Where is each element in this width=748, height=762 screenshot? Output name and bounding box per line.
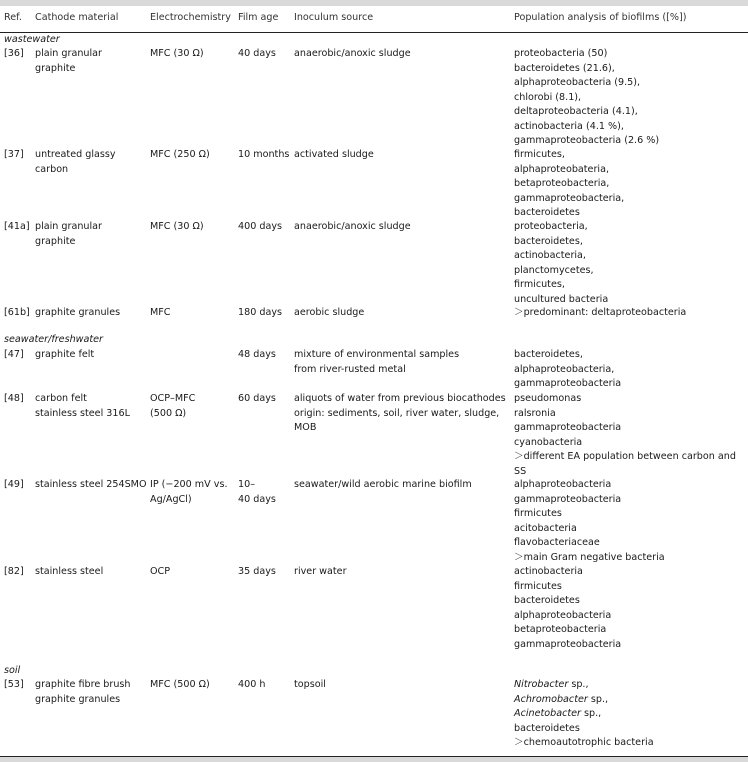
cell-population: firmicutes, — [514, 149, 565, 160]
cell-electrochemistry: MFC (250 Ω) — [150, 149, 210, 160]
cell-population: alphaproteobacteria — [514, 479, 612, 490]
top-band — [0, 0, 748, 6]
cell-population: gammaproteobacteria (2.6 %) — [514, 135, 660, 146]
cell-population: betaproteobacteria, — [514, 178, 610, 189]
cell-population: firmicutes — [514, 508, 562, 519]
cell-cathode: stainless steel 316L — [35, 407, 130, 419]
cell-cathode: plain granular — [35, 221, 102, 232]
cell-cathode: graphite fibre brush — [35, 679, 131, 690]
cell-population: planctomycetes, — [514, 264, 594, 276]
header-electrochemistry: Electrochemistry — [150, 12, 231, 23]
cell-population: bacteroidetes, — [514, 235, 583, 247]
cell-population: proteobacteria (50) — [514, 48, 608, 59]
cell-electrochemistry: MFC — [150, 307, 171, 318]
cell-inoculum: seawater/wild aerobic marine biofilm — [294, 479, 472, 490]
cell-electrochemistry: MFC (500 Ω) — [150, 679, 210, 690]
cell-inoculum: MOB — [294, 422, 317, 433]
header-ref: Ref. — [4, 12, 22, 23]
cell-film-age: 40 days — [238, 493, 276, 505]
cell-film-age: 180 days — [238, 307, 283, 318]
cell-cathode: plain granular — [35, 48, 102, 59]
cell-cathode: graphite felt — [35, 349, 95, 360]
cell-film-age: 35 days — [238, 566, 276, 577]
header-inoculum: Inoculum source — [294, 12, 374, 23]
cell-ref: [61b] — [4, 307, 30, 318]
cell-electrochemistry: Ag/AgCl) — [150, 493, 192, 505]
cell-population: chlorobi (8.1), — [514, 91, 582, 103]
cell-film-age: 10 months — [238, 149, 290, 160]
cell-population: gammaproteobacteria, — [514, 192, 625, 204]
cell-film-age: 60 days — [238, 393, 276, 404]
cell-population: actinobacteria — [514, 566, 583, 577]
cell-population: actinobacteria, — [514, 250, 586, 261]
cell-inoculum: aliquots of water from previous biocathodes — [294, 393, 506, 404]
cell-ref: [53] — [4, 679, 24, 690]
cell-ref: [37] — [4, 149, 24, 160]
cell-electrochemistry: MFC (30 Ω) — [150, 48, 204, 59]
cell-population: bacteroidetes (21.6), — [514, 62, 615, 74]
cell-population: actinobacteria (4.1 %), — [514, 120, 624, 132]
cell-cathode: stainless steel 254SMO — [35, 479, 147, 490]
cell-film-age: 400 days — [238, 221, 283, 232]
cell-inoculum: activated sludge — [294, 149, 374, 160]
cell-cathode: graphite — [35, 62, 76, 74]
cell-ref: [49] — [4, 479, 24, 490]
cell-population: bacteroidetes, — [514, 349, 583, 360]
cell-inoculum: mixture of environmental samples — [294, 349, 460, 360]
cell-inoculum: anaerobic/anoxic sludge — [294, 221, 411, 232]
cell-population: betaproteobacteria — [514, 624, 607, 635]
cell-electrochemistry: (500 Ω) — [150, 407, 187, 419]
cell-population: alphaproteobacteria (9.5), — [514, 77, 641, 88]
header-film-age: Film age — [238, 12, 279, 23]
bottom-band — [0, 757, 748, 762]
cell-inoculum: topsoil — [294, 679, 326, 690]
cell-population: bacteroidetes — [514, 722, 580, 734]
cell-population: ＞chemoautotrophic bacteria — [514, 737, 654, 748]
cell-film-age: 40 days — [238, 48, 276, 59]
cell-film-age: 400 h — [238, 679, 266, 690]
cell-population: gammaproteobacteria — [514, 638, 622, 650]
cell-population: cyanobacteria — [514, 436, 583, 448]
cell-cathode: carbon felt — [35, 393, 87, 404]
cell-population: Nitrobacter sp., — [514, 679, 589, 690]
cell-electrochemistry: MFC (30 Ω) — [150, 221, 204, 232]
cell-electrochemistry: IP (−200 mV vs. — [150, 479, 228, 490]
cell-ref: [48] — [4, 393, 24, 404]
cell-electrochemistry: OCP–MFC — [150, 393, 196, 404]
cell-population: acitobacteria — [514, 522, 577, 534]
header-rule — [0, 32, 748, 33]
cell-film-age: 48 days — [238, 349, 276, 360]
cell-population: ＞predominant: deltaproteobacteria — [514, 307, 687, 318]
header-cathode: Cathode material — [35, 12, 119, 23]
cell-population: ＞main Gram negative bacteria — [514, 551, 665, 563]
cell-cathode: carbon — [35, 163, 69, 175]
cell-population: alphaproteobacteria, — [514, 363, 615, 375]
section-soil: soil — [4, 665, 21, 676]
cell-inoculum: aerobic sludge — [294, 307, 365, 318]
cell-population: alphaproteobacteria — [514, 609, 612, 621]
cell-electrochemistry: OCP — [150, 566, 171, 577]
cell-cathode: graphite granules — [35, 307, 121, 318]
cell-population: SS — [514, 465, 527, 477]
cell-population: gammaproteobacteria — [514, 378, 622, 389]
cell-ref: [41a] — [4, 221, 30, 232]
cell-cathode: untreated glassy — [35, 149, 116, 160]
cell-population: gammaproteobacteria — [514, 422, 622, 433]
cell-population: uncultured bacteria — [514, 293, 609, 305]
cell-inoculum: origin: sediments, soil, river water, sludge, — [294, 407, 500, 419]
cell-population: ralsronia — [514, 407, 556, 419]
cell-inoculum: river water — [294, 566, 347, 577]
header-population: Population analysis of biofilms ([%]) — [514, 12, 687, 23]
cell-cathode: graphite — [35, 235, 76, 247]
cell-inoculum: anaerobic/anoxic sludge — [294, 48, 411, 59]
section-seawater: seawater/freshwater — [4, 334, 103, 345]
cell-population: alphaproteobateria, — [514, 163, 609, 175]
cell-population: gammaproteobacteria — [514, 493, 622, 505]
cell-population: bacteroidetes — [514, 207, 580, 218]
cell-population: Acinetobacter sp., — [514, 708, 602, 719]
cell-film-age: 10– — [238, 479, 256, 490]
cell-cathode: graphite granules — [35, 693, 121, 705]
cell-ref: [47] — [4, 349, 24, 360]
cell-population: flavobacteriaceae — [514, 537, 600, 548]
cell-population: Achromobacter sp., — [514, 693, 609, 705]
cell-ref: [82] — [4, 566, 24, 577]
cell-inoculum: from river-rusted metal — [294, 363, 406, 375]
cell-population: pseudomonas — [514, 393, 582, 404]
cell-population: firmicutes — [514, 580, 562, 592]
cell-population: bacteroidetes — [514, 595, 580, 606]
section-wastewater: wastewater — [4, 34, 60, 45]
cell-ref: [36] — [4, 48, 24, 59]
cell-population: deltaproteobacteria (4.1), — [514, 106, 638, 117]
cell-cathode: stainless steel — [35, 566, 104, 577]
cell-population: firmicutes, — [514, 279, 565, 290]
cell-population: ＞different EA population between carbon and — [514, 451, 736, 462]
cell-population: proteobacteria, — [514, 221, 588, 232]
